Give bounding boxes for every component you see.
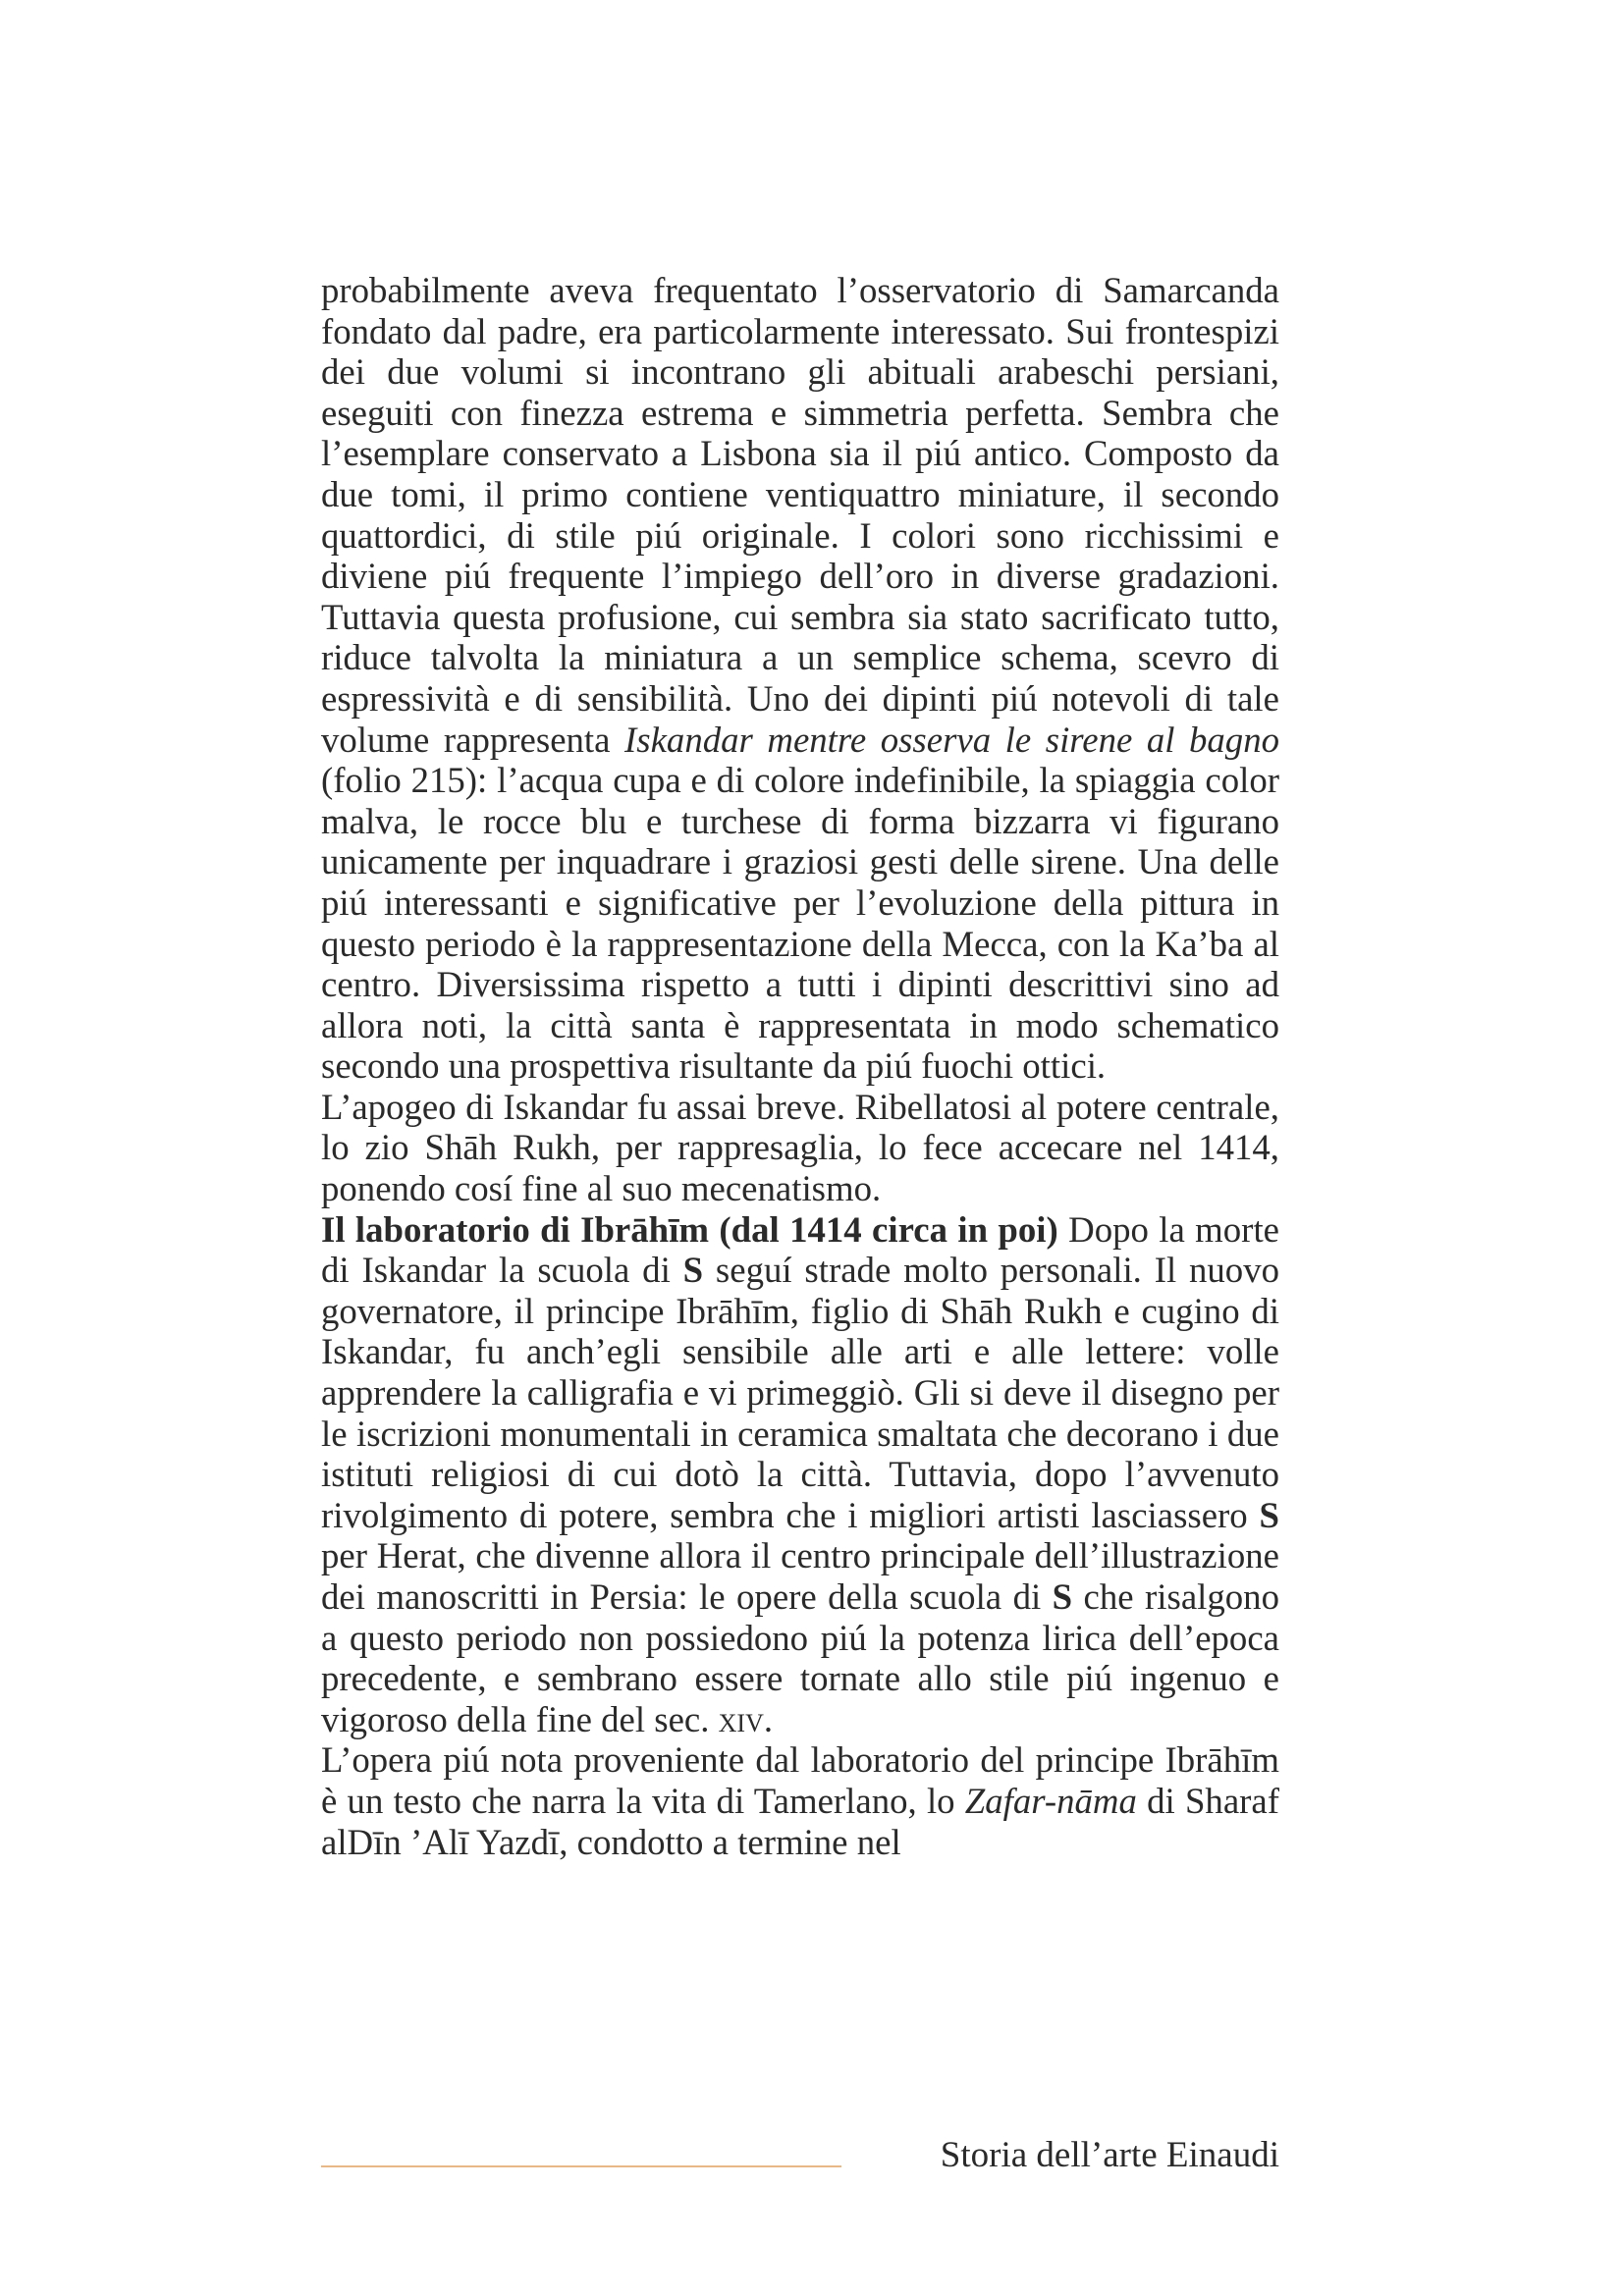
abbrev-s-2: S: [1259, 1494, 1279, 1535]
paragraph-1-text-a: probabilmente aveva frequentato l’osservatorio di Samarcanda fondato dal padre, era particolarmente interessato. Sui frontespizi dei due volumi si incontrano gli abituali arabeschi persiani, eseguiti con finezza estrema e simmetria perfetta. Sembra che l’esemplare conservato a Lisbona sia il piú antico. Composto da due tomi, il primo contiene ventiquattro miniature, il secondo quattordici, di stile piú originale. I colori sono ricchissimi e diviene piú frequente l’impiego dell’oro in diverse gradazioni. Tuttavia questa profusione, cui sembra sia stato sacrificato tutto, riduce talvolta la miniatura a un semplice schema, scevro di espressività e di sensibilità. Uno dei dipinti piú notevoli di tale volume rappresenta: [321, 270, 1279, 760]
paragraph-1-text-b: (folio 215): l’acqua cupa e di colore indefinibile, la spiaggia color malva, le rocce blu e turchese di forma bizzarra vi figurano unicamente per inquadrare i graziosi gesti delle sirene. Una delle piú interessanti e significative per l’evoluzione della pittura in questo periodo è la rappresentazione della Mecca, con la Ka’ba al centro. Diversissima rispetto a tutti i dipinti descrittivi sino ad allora noti, la città santa è rappresentata in modo schematico secondo una prospettiva risultante da piú fuochi ottici.: [321, 760, 1279, 1087]
footer-label: Storia dell’arte Einaudi: [940, 2135, 1279, 2175]
artwork-title: Iskandar mentre osserva le sirene al bagno: [624, 719, 1279, 760]
paragraph-3-text-d: che risalgono a questo periodo non possiedono piú la potenza lirica dell’epoca precedente, e sembrano essere tornate allo stile piú ingenuo e vigoroso della fine del sec.: [321, 1576, 1279, 1739]
section-heading: Il laboratorio di Ibrāhīm (dal 1414 circa in poi): [321, 1208, 1058, 1250]
paragraph-3: [321, 1209, 1279, 1740]
paragraph-3-text-e: .: [763, 1698, 774, 1739]
century-numeral: xiv: [718, 1698, 764, 1739]
paragraph-4: [321, 1739, 1279, 1862]
paragraph-2: [321, 1087, 1279, 1209]
abbrev-s-3: S: [1052, 1576, 1073, 1617]
footer: [321, 2130, 1279, 2181]
paragraph-2-text: L’apogeo di Iskandar fu assai breve. Ribellatosi al potere centrale, lo zio Shāh Rukh, per rappresaglia, lo fece accecare nel 1414, ponendo cosí fine al suo mecenatismo.: [321, 1086, 1279, 1209]
paragraph-3-text-c: per Herat, che divenne allora il centro principale dell’illustrazione dei manoscritti in Persia: le opere della scuola di: [321, 1535, 1279, 1617]
paragraph-1: [321, 270, 1279, 1087]
paragraph-4-text-a: L’opera piú nota proveniente dal laboratorio del principe Ibrāhīm è un testo che narra la vita di Tamerlano, lo: [321, 1739, 1279, 1821]
paragraph-3-text-b: seguí strade molto personali. Il nuovo governatore, il principe Ibrāhīm, figlio di Shāh Rukh e cugino di Iskandar, fu anch’egli sensibile alle arti e alle lettere: volle apprendere la calligrafia e vi primeggiò. Gli si deve il disegno per le iscrizioni monumentali in ceramica smaltata che decorano i due istituti religiosi di cui dotò la città. Tuttavia, dopo l’avvenuto rivolgimento di potere, sembra che i migliori artisti lasciassero: [321, 1250, 1279, 1535]
body-text: [321, 270, 1279, 1862]
footer-rule: [321, 2165, 841, 2167]
book-title: Zafar-nāma: [964, 1780, 1137, 1821]
paragraph-3-text-a: Dopo la morte di Iskandar la scuola di: [321, 1208, 1279, 1291]
paragraph-4-text-b: di Sharaf alDīn ’Alī Yazdī, condotto a termine nel: [321, 1780, 1279, 1862]
abbrev-s-1: S: [682, 1250, 704, 1291]
